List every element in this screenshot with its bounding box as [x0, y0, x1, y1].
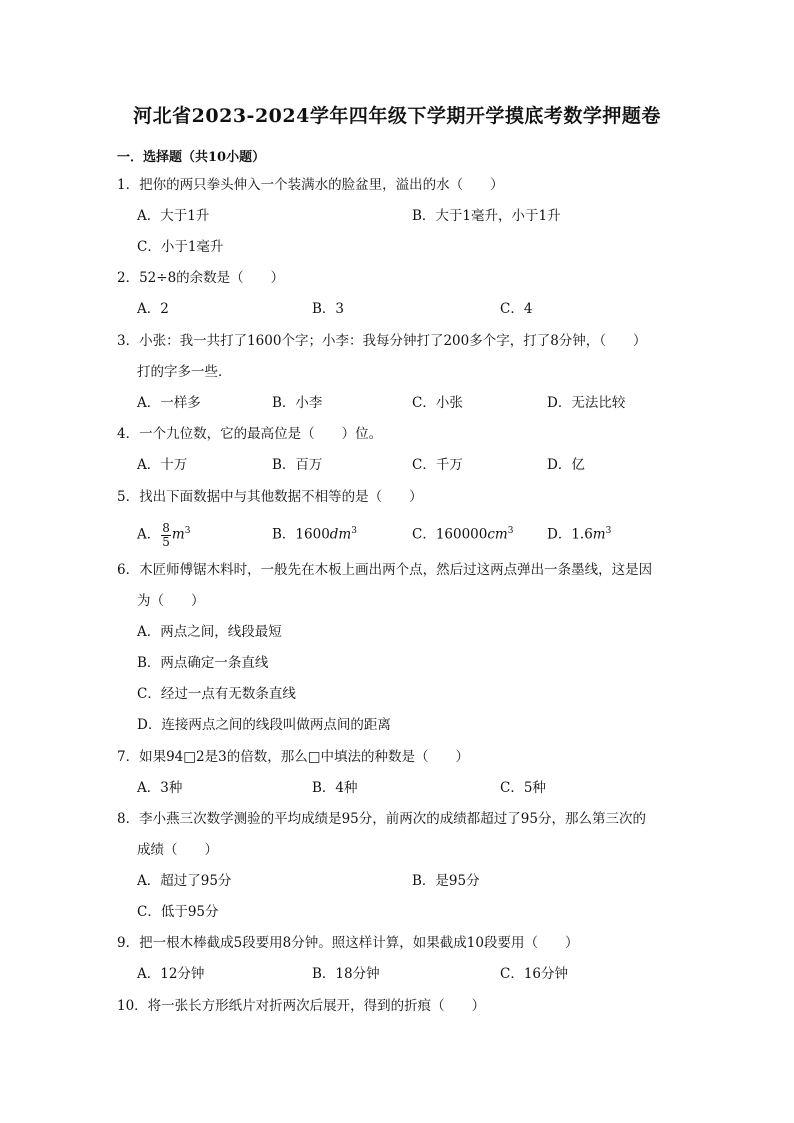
option-d-label: D．1.6	[547, 526, 593, 543]
exponent: 3	[507, 526, 514, 536]
question-4-option-a[interactable]: A．十万	[137, 457, 188, 473]
question-8-option-a[interactable]: A．超过了95分	[137, 873, 232, 889]
question-4-option-c[interactable]: C．千万	[412, 457, 463, 473]
fraction-numerator: 8	[162, 520, 170, 535]
question-9-stem: 9．把一根木棒截成5段要用8分钟。照这样计算，如果截成10段要用（ ）	[117, 935, 579, 951]
question-2-stem: 2．52÷8的余数是（ ）	[117, 270, 285, 286]
question-7-stem: 7．如果94□2是3的倍数，那么□中填法的种数是（ ）	[117, 749, 469, 765]
question-1-option-b[interactable]: B．大于1毫升，小于1升	[412, 208, 561, 224]
question-6-stem-cont: 为（ ）	[137, 593, 205, 609]
question-10-stem: 10．将一张长方形纸片对折两次后展开，得到的折痕（ ）	[117, 998, 486, 1014]
fraction-denominator: 5	[162, 534, 170, 549]
option-a-label: A．	[137, 526, 161, 543]
question-5-stem: 5．找出下面数据中与其他数据不相等的是（ ）	[117, 489, 423, 505]
fraction	[161, 522, 171, 549]
question-7-option-c[interactable]: C．5种	[500, 780, 546, 796]
question-1-stem: 1．把你的两只拳头伸入一个装满水的脸盆里，溢出的水（ ）	[117, 177, 504, 193]
question-5-option-a[interactable]	[137, 521, 190, 549]
question-2-option-a[interactable]: A．2	[137, 301, 169, 317]
question-3-option-c[interactable]: C．小张	[412, 395, 463, 411]
question-4-stem: 4．一个九位数，它的最高位是（ ）位。	[117, 426, 383, 442]
question-9-option-a[interactable]: A．12分钟	[137, 966, 205, 982]
exponent: 3	[605, 526, 612, 536]
question-5-option-b[interactable]	[272, 521, 357, 545]
question-6-stem: 6．木匠师傅锯木料时，一般先在木板上画出两个点，然后过这两点弹出一条墨线，这是因	[117, 562, 653, 578]
exponent: 3	[351, 526, 357, 536]
question-3-option-a[interactable]: A．一样多	[137, 395, 201, 411]
question-9-option-b[interactable]: B．18分钟	[312, 966, 380, 982]
question-1-option-c[interactable]: C．小于1毫升	[137, 239, 224, 255]
section-heading: 一．选择题（共10小题）	[117, 150, 266, 165]
question-4-option-d[interactable]: D．亿	[547, 457, 585, 473]
question-3-option-b[interactable]: B．小李	[272, 395, 323, 411]
question-2-option-b[interactable]: B．3	[312, 301, 345, 317]
question-8-option-c[interactable]: C．低于95分	[137, 904, 219, 920]
question-2-option-c[interactable]: C．4	[500, 301, 533, 317]
question-7-option-a[interactable]: A．3种	[137, 780, 183, 796]
question-6-option-d[interactable]: D．连接两点之间的线段叫做两点间的距离	[137, 717, 391, 733]
question-6-option-b[interactable]: B．两点确定一条直线	[137, 655, 269, 671]
question-8-stem: 8．李小燕三次数学测验的平均成绩是95分，前两次的成绩都超过了95分，那么第三次的	[117, 811, 646, 827]
question-6-option-c[interactable]: C．经过一点有无数条直线	[137, 686, 296, 702]
question-5-option-d[interactable]	[547, 521, 611, 545]
unit: m	[171, 526, 185, 543]
question-4-option-b[interactable]: B．百万	[272, 457, 323, 473]
question-7-option-b[interactable]: B．4种	[312, 780, 358, 796]
exponent: 3	[184, 526, 191, 536]
option-c-label: C．160000	[412, 526, 488, 543]
question-5-option-c[interactable]	[412, 521, 513, 545]
unit: dm	[329, 526, 352, 543]
unit: cm	[487, 526, 508, 543]
question-3-stem: 3．小张：我一共打了1600个字；小李：我每分钟打了200多个字，打了8分钟，（ ）	[117, 333, 647, 349]
question-8-option-b[interactable]: B．是95分	[412, 873, 480, 889]
question-1-option-a[interactable]: A．大于1升	[137, 208, 210, 224]
unit: m	[592, 526, 606, 543]
option-b-label: B．1600	[272, 526, 330, 543]
question-6-option-a[interactable]: A．两点之间，线段最短	[137, 624, 282, 640]
question-8-stem-cont: 成绩（ ）	[137, 842, 218, 858]
page-title: 河北省2023-2024学年四年级下学期开学摸底考数学押题卷	[133, 105, 661, 127]
question-9-option-c[interactable]: C．16分钟	[500, 966, 569, 982]
question-3-option-d[interactable]: D．无法比较	[547, 395, 626, 411]
question-3-stem-cont: 打的字多一些．	[137, 364, 232, 380]
